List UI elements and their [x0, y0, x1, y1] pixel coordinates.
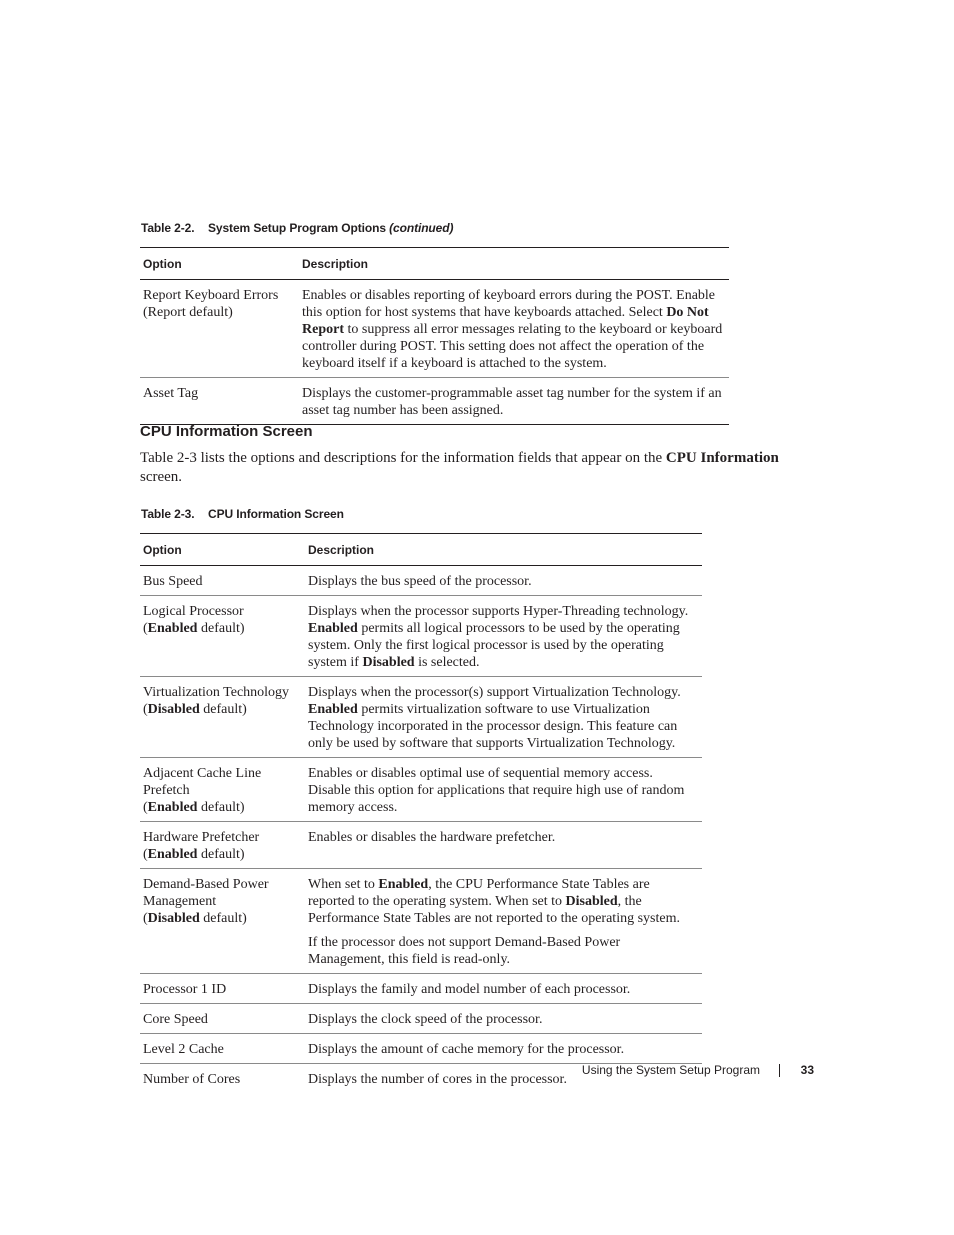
- description-bold: Enabled: [308, 702, 358, 717]
- page-footer: [560, 1062, 814, 1080]
- description-cell: [305, 869, 702, 974]
- description-bold: Disabled: [362, 655, 415, 670]
- option-header: Option: [140, 534, 305, 566]
- description-cell: [299, 280, 729, 378]
- option-header: Option: [140, 248, 299, 280]
- option-cell: Demand-Based Power Management (Disabled default): [140, 869, 305, 974]
- description-text: permits virtualization software to use Virtualization Technology incorporated in the processor design. This feature can only be used by software that supports Virtualization Technology.: [308, 702, 678, 751]
- option-default: (Report default): [143, 305, 233, 320]
- description-cell: [305, 677, 702, 758]
- description-text: is selected.: [414, 655, 480, 670]
- table-title: CPU Information Screen: [208, 507, 344, 521]
- option-name: Level 2 Cache: [143, 1042, 224, 1057]
- option-default-value: Enabled: [147, 800, 198, 815]
- option-default-label: default): [197, 621, 245, 636]
- table-row: [140, 280, 729, 378]
- table-row: [140, 974, 702, 1004]
- option-cell: [140, 974, 305, 1004]
- description-text: Enables or disables the hardware prefetcher.: [308, 830, 556, 845]
- table-row: [140, 822, 702, 869]
- description-text: Displays the customer-programmable asset tag number for the system if an asset tag number has been assigned.: [302, 386, 722, 418]
- table-row: [140, 869, 702, 974]
- option-cell: Virtualization Technology (Disabled default): [140, 677, 305, 758]
- description-header: Description: [305, 534, 702, 566]
- description-text: , the Performance State Tables are not reported to the operating system.: [308, 894, 680, 926]
- description-bold: Enabled: [378, 877, 429, 892]
- option-cell: [140, 566, 305, 596]
- option-name: Processor 1 ID: [143, 982, 227, 997]
- description-text: to suppress all error messages relating to the keyboard or keyboard controller during POST. This setting does not affect the operation of the keyboard itself if a keyboard is attached to the system.: [302, 322, 723, 371]
- intro-text: Table 2-3 lists the options and descriptions for the information fields that appear on the: [140, 450, 666, 466]
- description-cell: [299, 378, 729, 425]
- table-2-2-caption: [141, 221, 453, 235]
- intro-paragraph: [140, 449, 820, 487]
- description-cell: [305, 974, 702, 1004]
- description-cell: [305, 1004, 702, 1034]
- intro-bold: CPU Information: [665, 450, 779, 466]
- description-text: Displays the bus speed of the processor.: [308, 574, 532, 589]
- option-name: Adjacent Cache Line Prefetch: [143, 766, 262, 798]
- option-default-label: default): [197, 847, 245, 862]
- table-title: System Setup Program Options: [208, 221, 386, 235]
- description-text: Displays when the processor supports Hyper-Threading technology.: [308, 604, 689, 619]
- option-name: Bus Speed: [143, 574, 203, 589]
- option-default-label: default): [197, 800, 245, 815]
- description-text: Enables or disables optimal use of sequential memory access. Disable this option for applications that require high use of random memory access.: [308, 766, 685, 815]
- description-cell: [305, 822, 702, 869]
- option-cell: [140, 1004, 305, 1034]
- description-text: Displays the clock speed of the processor.: [308, 1012, 543, 1027]
- table-row: [140, 677, 702, 758]
- description-text: When set to: [308, 877, 379, 892]
- option-name: Core Speed: [143, 1012, 208, 1027]
- description-text: , the CPU Performance State Tables are reported to the operating system. When set to: [308, 877, 650, 909]
- section-heading: CPU Information Screen: [140, 423, 313, 440]
- page-number: 33: [800, 1063, 814, 1077]
- option-name: Number of Cores: [143, 1072, 241, 1087]
- option-cell: [140, 1064, 305, 1094]
- option-cell: [140, 378, 299, 425]
- table-header-row: [140, 534, 702, 566]
- description-text: Displays the amount of cache memory for the processor.: [308, 1042, 625, 1057]
- system-setup-options-table: [140, 247, 729, 425]
- table-title-suffix: (continued): [389, 221, 454, 235]
- option-name: Virtualization Technology: [143, 685, 290, 700]
- option-default-label: default): [199, 911, 247, 926]
- description-text: Displays the family and model number of each processor.: [308, 982, 631, 997]
- table-row: [140, 566, 702, 596]
- footer-separator: [779, 1064, 780, 1077]
- table-number: Table 2-3.: [141, 507, 195, 521]
- option-cell: [140, 280, 299, 378]
- option-cell: Logical Processor (Enabled default): [140, 596, 305, 677]
- option-cell: Adjacent Cache Line Prefetch (Enabled default): [140, 758, 305, 822]
- description-cell: [305, 566, 702, 596]
- description-cell: [305, 758, 702, 822]
- table-2-3-caption: [141, 507, 344, 521]
- option-default-value: Disabled: [147, 911, 200, 926]
- description-paragraph: If the processor does not support Demand-Based Power Management, this field is read-only.: [308, 935, 621, 967]
- option-cell: Hardware Prefetcher (Enabled default): [140, 822, 305, 869]
- table-row: [140, 1034, 702, 1064]
- option-default-value: Enabled: [147, 847, 198, 862]
- option-name: Report Keyboard Errors: [143, 288, 279, 303]
- table-row: [140, 758, 702, 822]
- footer-chapter-title: Using the System Setup Program: [581, 1063, 760, 1077]
- option-default-label: default): [199, 702, 247, 717]
- cpu-information-table: [140, 533, 702, 1093]
- description-header: Description: [299, 248, 729, 280]
- description-bold: Do Not Report: [302, 305, 709, 337]
- description-text: permits all logical processors to be used by the operating system. Only the first logical processor is used by the operating system if: [308, 621, 680, 670]
- option-name: Demand-Based Power Management: [143, 877, 269, 909]
- option-name: Asset Tag: [143, 386, 199, 401]
- option-name: Logical Processor: [143, 604, 244, 619]
- description-cell: [305, 1034, 702, 1064]
- table-row: [140, 1004, 702, 1034]
- table-row: [140, 596, 702, 677]
- option-default-value: Enabled: [147, 621, 198, 636]
- option-name: Hardware Prefetcher: [143, 830, 260, 845]
- intro-text: screen.: [140, 469, 183, 485]
- table-row: [140, 378, 729, 425]
- option-default-value: Disabled: [147, 702, 200, 717]
- option-cell: [140, 1034, 305, 1064]
- description-cell: [305, 596, 702, 677]
- description-bold: Enabled: [308, 621, 358, 636]
- description-text: Displays when the processor(s) support Virtualization Technology.: [308, 685, 681, 700]
- description-paragraph: [308, 876, 699, 927]
- table-number: Table 2-2.: [141, 221, 195, 235]
- description-bold: Disabled: [565, 894, 618, 909]
- description-text: Enables or disables reporting of keyboard errors during the POST. Enable this option for host systems that have keyboards attached. Select: [302, 288, 716, 320]
- description-text: Displays the number of cores in the processor.: [308, 1072, 567, 1087]
- table-header-row: [140, 248, 729, 280]
